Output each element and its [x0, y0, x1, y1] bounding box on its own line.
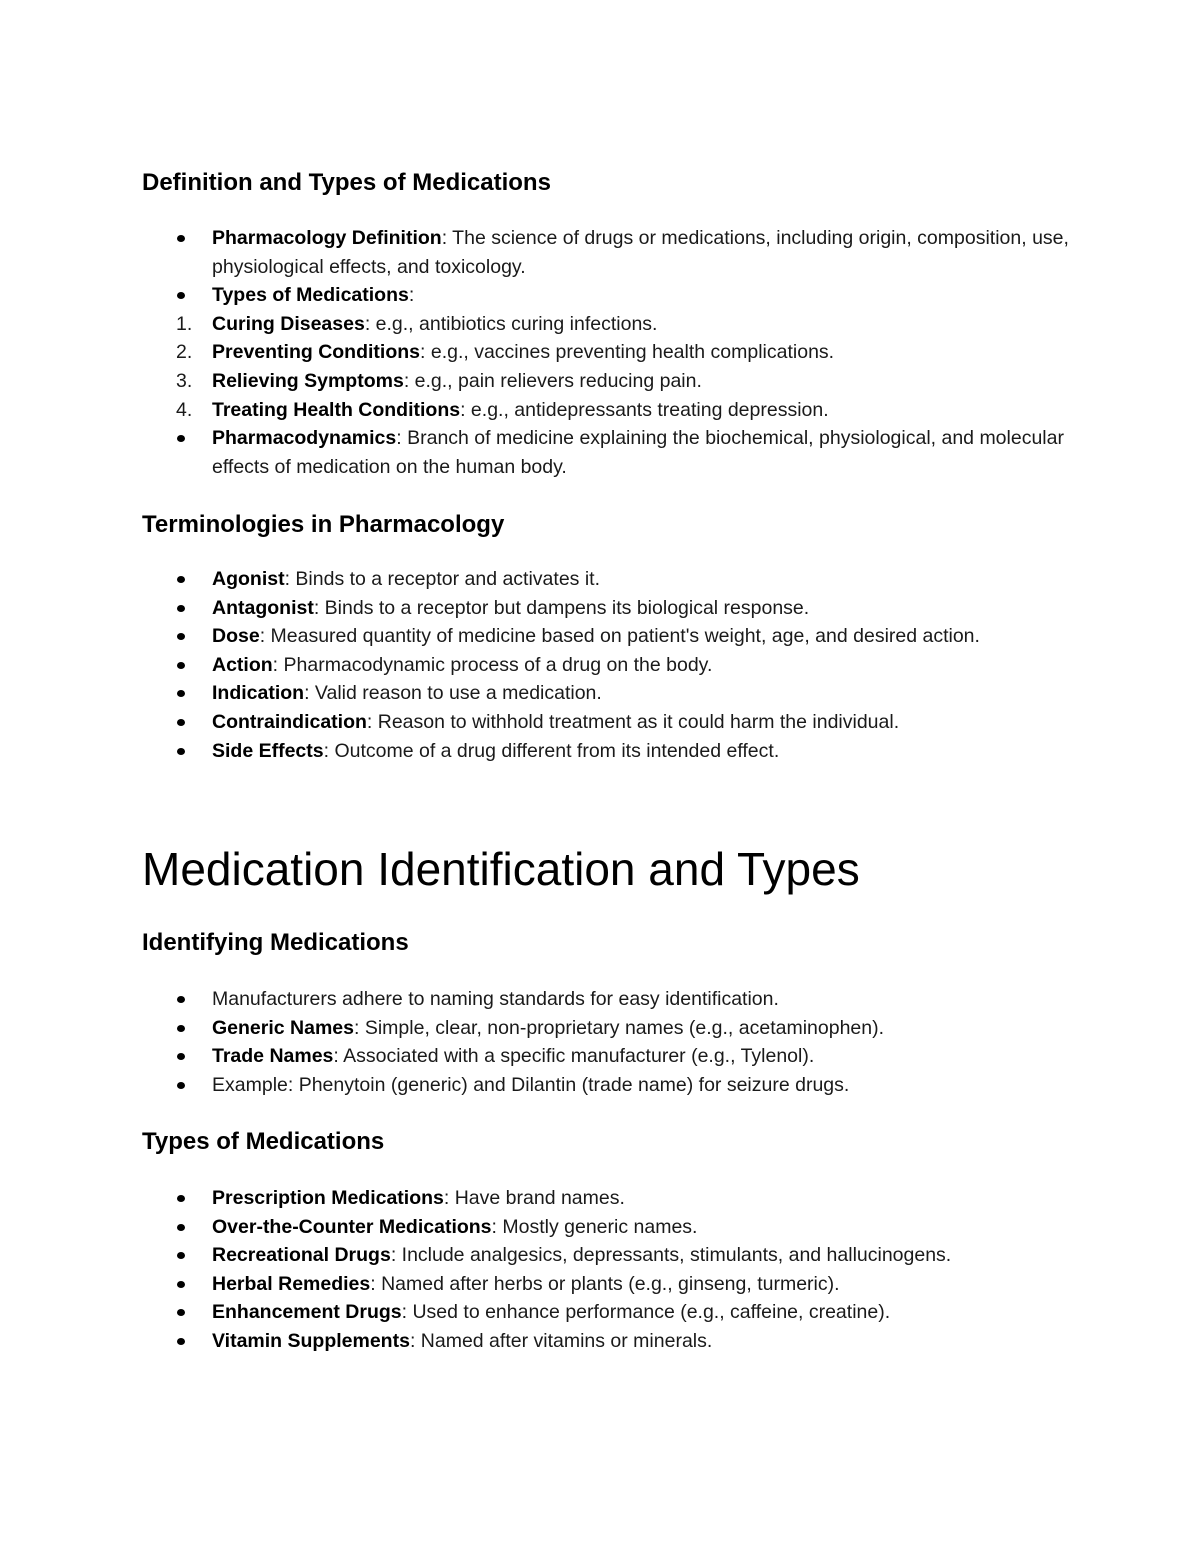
term-label: Trade Names: [212, 1045, 334, 1068]
list-item: [142, 1213, 1082, 1242]
term-description: : e.g., pain relievers reducing pain.: [403, 369, 702, 392]
term-label: Generic Names: [212, 1016, 354, 1039]
term-description: : Include analgesics, depressants, stimulants, and hallucinogens.: [390, 1244, 952, 1267]
term-label: Relieving Symptoms: [212, 369, 404, 392]
list-item: [142, 651, 1082, 680]
bullet-icon: [177, 719, 185, 726]
bullet-icon: [177, 605, 185, 612]
list-item: [142, 565, 1082, 594]
term-description: : Associated with a specific manufacturer (e.g., Tylenol).: [333, 1045, 815, 1068]
list-item: [142, 679, 1082, 708]
term-label: Dose: [212, 625, 260, 648]
definition-types-list: [142, 224, 1082, 481]
list-item: [142, 1014, 1082, 1043]
term-description: : e.g., antidepressants treating depression.: [460, 398, 829, 421]
term-description: : Mostly generic names.: [491, 1215, 698, 1238]
term-description: : The science of drugs or medications, including origin, composition, use, physiological effects, and toxicology.: [212, 227, 1069, 278]
bullet-icon: [177, 1082, 185, 1089]
list-number: 1.: [176, 312, 193, 335]
term-description: : Pharmacodynamic process of a drug on the body.: [272, 653, 713, 676]
section-heading-definition-types: Definition and Types of Medications: [142, 169, 551, 196]
term-label: Action: [212, 653, 273, 676]
list-item: [142, 424, 1082, 481]
list-number: 2.: [176, 341, 193, 364]
term-description: :: [408, 284, 415, 307]
bullet-icon: [177, 1224, 185, 1231]
list-item: [142, 985, 1082, 1014]
list-item: [142, 281, 1082, 310]
term-description: : Used to enhance performance (e.g., caffeine, creatine).: [401, 1301, 891, 1324]
term-label: Types of Medications: [212, 284, 409, 307]
bullet-icon: [177, 1195, 185, 1202]
term-description: : Reason to withhold treatment as it could harm the individual.: [366, 710, 900, 733]
terminologies-list: [142, 565, 1082, 765]
term-description: Manufacturers adhere to naming standards for easy identification.: [212, 988, 779, 1010]
bullet-icon: [177, 1281, 185, 1288]
section-heading-identifying-medications: Identifying Medications: [142, 929, 409, 956]
list-item: [142, 396, 1082, 425]
term-description: : Measured quantity of medicine based on patient's weight, age, and desired action.: [259, 625, 980, 648]
types-of-medications-list: [142, 1184, 1082, 1356]
bullet-icon: [177, 1053, 185, 1060]
list-item: [142, 1241, 1082, 1270]
term-label: Preventing Conditions: [212, 341, 421, 364]
term-description: : Named after vitamins or minerals.: [409, 1329, 713, 1352]
list-item: [142, 737, 1082, 766]
term-description: : e.g., vaccines preventing health complications.: [420, 341, 835, 364]
term-description: : e.g., antibiotics curing infections.: [364, 312, 658, 335]
term-label: Treating Health Conditions: [212, 398, 461, 421]
term-label: Vitamin Supplements: [212, 1329, 410, 1352]
list-number: 4.: [176, 398, 193, 421]
list-item: [142, 338, 1082, 367]
list-number: 3.: [176, 369, 193, 392]
section-heading-terminologies: Terminologies in Pharmacology: [142, 511, 505, 538]
section-heading-types-of-medications: Types of Medications: [142, 1128, 385, 1155]
term-label: Indication: [212, 682, 305, 705]
bullet-icon: [177, 292, 185, 299]
term-label: Pharmacology Definition: [212, 227, 442, 249]
term-label: Over-the-Counter Medications: [212, 1215, 492, 1238]
bullet-icon: [177, 662, 185, 669]
list-item: [142, 1298, 1082, 1327]
bullet-icon: [177, 690, 185, 697]
term-description: : Binds to a receptor and activates it.: [284, 568, 600, 590]
term-description: : Binds to a receptor but dampens its biological response.: [313, 596, 810, 619]
bullet-icon: [177, 235, 185, 242]
term-label: Side Effects: [212, 739, 324, 762]
term-label: Agonist: [212, 568, 285, 590]
term-description: Example: Phenytoin (generic) and Dilantin (trade name) for seizure drugs.: [212, 1073, 850, 1096]
list-item: [142, 1327, 1082, 1356]
term-label: Prescription Medications: [212, 1187, 444, 1209]
term-label: Pharmacodynamics: [212, 427, 397, 450]
bullet-icon: [177, 435, 185, 442]
term-description: : Valid reason to use a medication.: [304, 682, 602, 705]
list-item: [142, 1071, 1082, 1100]
list-item: [142, 1042, 1082, 1071]
bullet-icon: [177, 748, 185, 755]
list-item: [142, 594, 1082, 623]
bullet-icon: [177, 1025, 185, 1032]
term-description: : Branch of medicine explaining the biochemical, physiological, and molecular effects of medication on the human body.: [212, 427, 1064, 478]
list-item: [142, 708, 1082, 737]
term-description: : Named after herbs or plants (e.g., ginseng, turmeric).: [370, 1272, 840, 1295]
list-item: [142, 367, 1082, 396]
page-title-medication-identification: Medication Identification and Types: [142, 843, 860, 895]
bullet-icon: [177, 576, 185, 583]
list-item: [142, 1270, 1082, 1299]
list-item: [142, 310, 1082, 339]
list-item: [142, 224, 1082, 281]
term-label: Curing Diseases: [212, 312, 365, 335]
term-description: : Have brand names.: [443, 1187, 625, 1209]
identifying-medications-list: [142, 985, 1082, 1099]
bullet-icon: [177, 1252, 185, 1259]
term-label: Enhancement Drugs: [212, 1301, 402, 1324]
bullet-icon: [177, 1309, 185, 1316]
bullet-icon: [177, 1338, 185, 1345]
list-item: [142, 622, 1082, 651]
term-label: Antagonist: [212, 596, 314, 619]
term-description: : Simple, clear, non-proprietary names (e.g., acetaminophen).: [354, 1016, 885, 1039]
list-item: [142, 1184, 1082, 1213]
bullet-icon: [177, 633, 185, 640]
bullet-icon: [177, 996, 185, 1003]
term-label: Recreational Drugs: [212, 1244, 391, 1267]
term-description: : Outcome of a drug different from its intended effect.: [323, 739, 780, 762]
term-label: Contraindication: [212, 710, 367, 733]
term-label: Herbal Remedies: [212, 1272, 371, 1295]
